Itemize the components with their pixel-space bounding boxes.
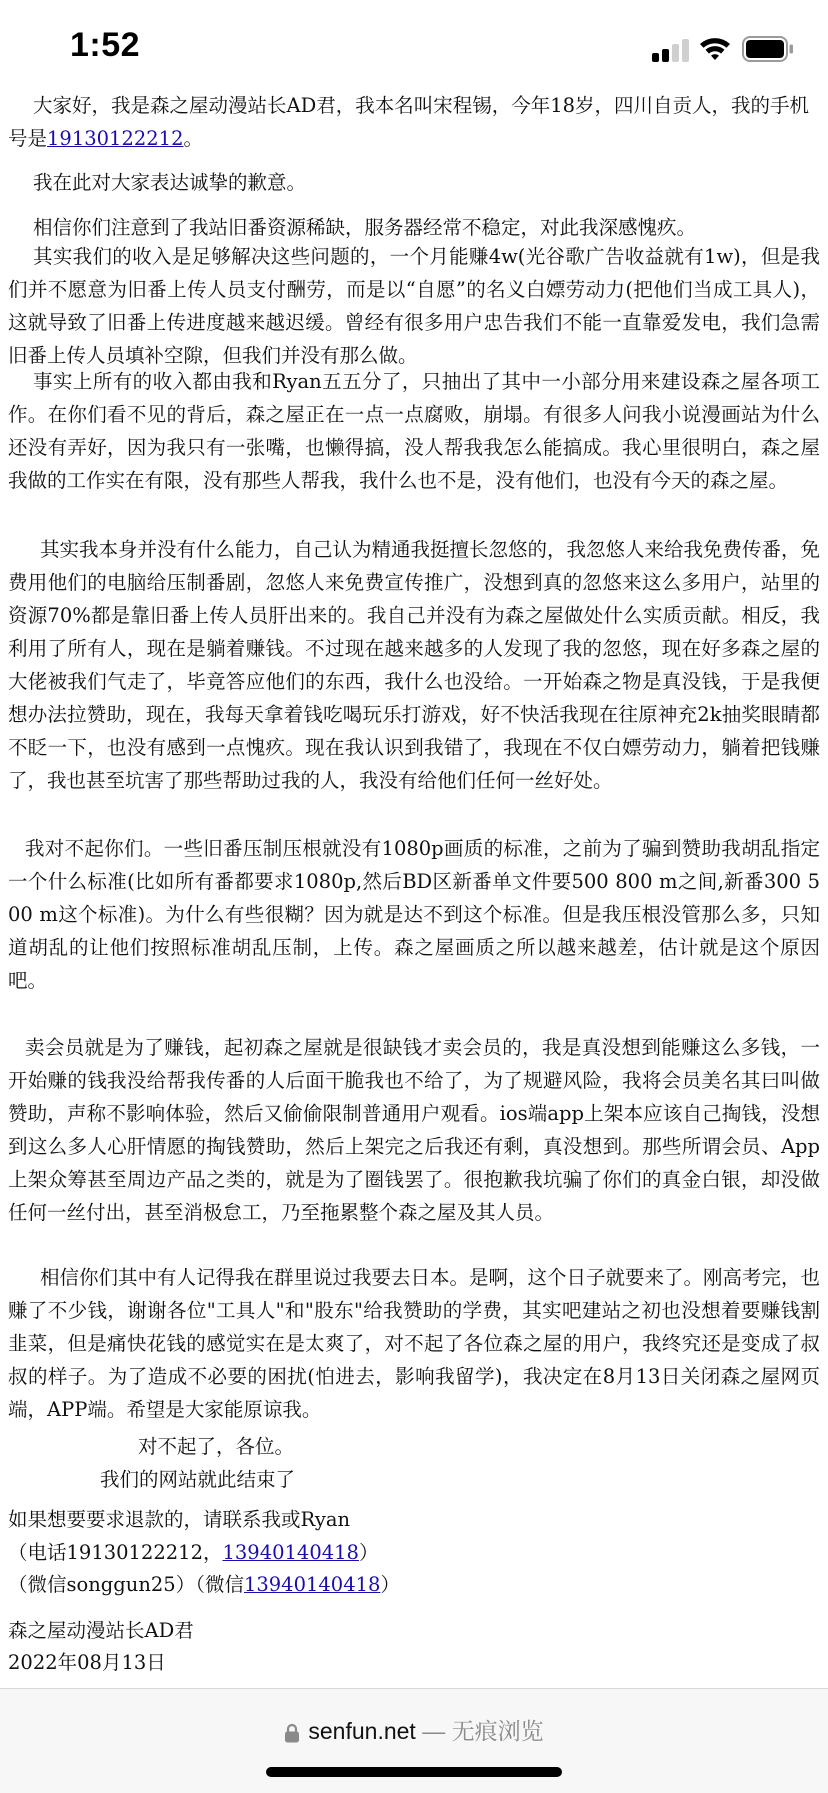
signature: 森之屋动漫站长AD君 — [8, 1619, 194, 1642]
browser-bottom-bar — [0, 1688, 828, 1793]
contact-phone-end: ） — [358, 1541, 379, 1564]
closing-line-2: 我们的网站就此结束了 — [100, 1468, 296, 1491]
paragraph-membership: 卖会员就是为了赚钱，起初森之屋就是很缺钱才卖会员的，我是真没想到能赚这么多钱，一开始赚的钱我没给帮我传番的人后面干脆我也不给了，为了规避风险，我将会员美名其曰叫做赞助，声称不影响体验，然后又偷偷限制普通用户观看。ios端app上架本应该自己掏钱，没想到这么多人心肝情愿的掏钱赞助，然后上架完之后我还有剩，真没想到。那些所谓会员、App上架众筹甚至周边产品之类的，就是为了圈钱罢了。很抱歉我坑骗了你们的真金白银，却没做任何一丝付出，甚至消极怠工，乃至拖累整个森之屋及其人员。 — [8, 1036, 820, 1224]
paragraph-quality: 我对不起你们。一些旧番压制压根就没有1080p画质的标准，之前为了骗到赞助我胡乱指定一个什么标准(比如所有番都要求1080p,然后BD区新番单文件要500 800 m之间,新番300 500 m这个标准)。为什么有些很糊？因为就是达不到这个标准。但是我压根没管那么多，只知道胡乱的让他们按照标准胡乱压制，上传。森之屋画质之所以越来越差，估计就是这个原因吧。 — [8, 837, 820, 992]
paragraph-japan: 相信你们其中有人记得我在群里说过我要去日本。是啊，这个日子就要来了。刚高考完，也赚了不少钱，谢谢各位"工具人"和"股东"给我赞助的学费，其实吧建站之初也没想着要赚钱割韭菜，但是痛快花钱的感觉实在是太爽了，对不起了各位森之屋的用户，我终究还是变成了叔叔的样子。为了造成不必要的困扰(怕进去，影响我留学)，我决定在8月13日关闭森之屋网页端，APP端。希望是大家能原谅我。 — [8, 1266, 821, 1421]
phone-link[interactable]: 19130122212 — [47, 127, 184, 150]
paragraph-intro — [8, 89, 820, 155]
signature-date: 2022年08月13日 — [8, 1651, 166, 1674]
contact-wechat-link[interactable]: 13940140418 — [243, 1573, 381, 1596]
contact-phone-text: （电话19130122212， — [8, 1541, 223, 1564]
paragraph-income: 其实我们的收入是足够解决这些问题的，一个月能赚4w(光谷歌广告收益就有1w)，但是我们并不愿意为旧番上传人员支付酬劳，而是以“自愿”的名义白嫖劳动力(把他们当成工具人)，这就导致了旧番上传进度越来越迟缓。曾经有很多用户忠告我们不能一直靠爱发电，我们急需旧番上传人员填补空隙，但我们并没有那么做。 — [8, 245, 820, 367]
paragraph-revenue-split: 事实上所有的收入都由我和Ryan五五分了，只抽出了其中一小部分用来建设森之屋各项工作。在你们看不见的背后，森之屋正在一点一点腐败，崩塌。有很多人问我小说漫画站为什么还没有弄好，因为我只有一张嘴，也懒得搞，没人帮我我怎么能搞成。我心里很明白，森之屋我做的工作实在有限，没有那些人帮我，我什么也不是，没有他们，也没有今天的森之屋。 — [8, 370, 820, 492]
contact-wechat — [8, 1568, 820, 1601]
address-domain: senfun.net — [308, 1718, 416, 1744]
paragraph-apology: 我在此对大家表达诚挚的歉意。 — [33, 171, 307, 194]
contact-phone — [8, 1536, 820, 1569]
paragraph-ability: 其实我本身并没有什么能力，自己认为精通我挺擅长忽悠的，我忽悠人来给我免费传番，免费用他们的电脑给压制番剧，忽悠人来免费宣传推广，没想到真的忽悠来这么多用户，站里的资源70%都是靠旧番上传人员肝出来的。我自己并没有为森之屋做处什么实质贡献。相反，我利用了所有人，现在是躺着赚钱。不过现在越来越多的人发现了我的忽悠，现在好多森之屋的大佬被我们气走了，毕竟答应他们的东西，我什么也没给。一开始森之物是真没钱，于是我便想办法拉赞助，现在，我每天拿着钱吃喝玩乐打游戏，好不快活我现在往原神充2k抽奖眼睛都不眨一下，也没有感到一点愧疚。现在我认识到我错了，我现在不仅白嫖劳动力，躺着把钱赚了，我也甚至坑害了那些帮助过我的人，我没有给他们任何一丝好处。 — [8, 538, 821, 792]
contact-wechat-end: ） — [380, 1573, 400, 1596]
address-bar[interactable] — [0, 1713, 828, 1746]
home-indicator[interactable] — [266, 1767, 562, 1777]
paragraph-resources: 相信你们注意到了我站旧番资源稀缺，服务器经常不稳定，对此我深感愧疚。 — [33, 216, 697, 239]
status-time: 1:52 — [70, 26, 141, 64]
refund-notice: 如果想要要求退款的，请联系我或Ryan — [8, 1508, 351, 1531]
intro-text: 大家好，我是森之屋动漫站长AD君，我本名叫宋程锡，今年18岁，四川自贡人，我的手机号是 — [8, 94, 810, 150]
contact-phone-link[interactable]: 13940140418 — [222, 1541, 359, 1564]
private-mode-label: — 无痕浏览 — [415, 1718, 544, 1744]
lock-icon — [284, 1723, 300, 1743]
intro-text-end: 。 — [183, 127, 204, 150]
closing-line-1: 对不起了，各位。 — [138, 1435, 295, 1458]
contact-wechat-text: （微信songgun25）（微信 — [8, 1573, 244, 1596]
